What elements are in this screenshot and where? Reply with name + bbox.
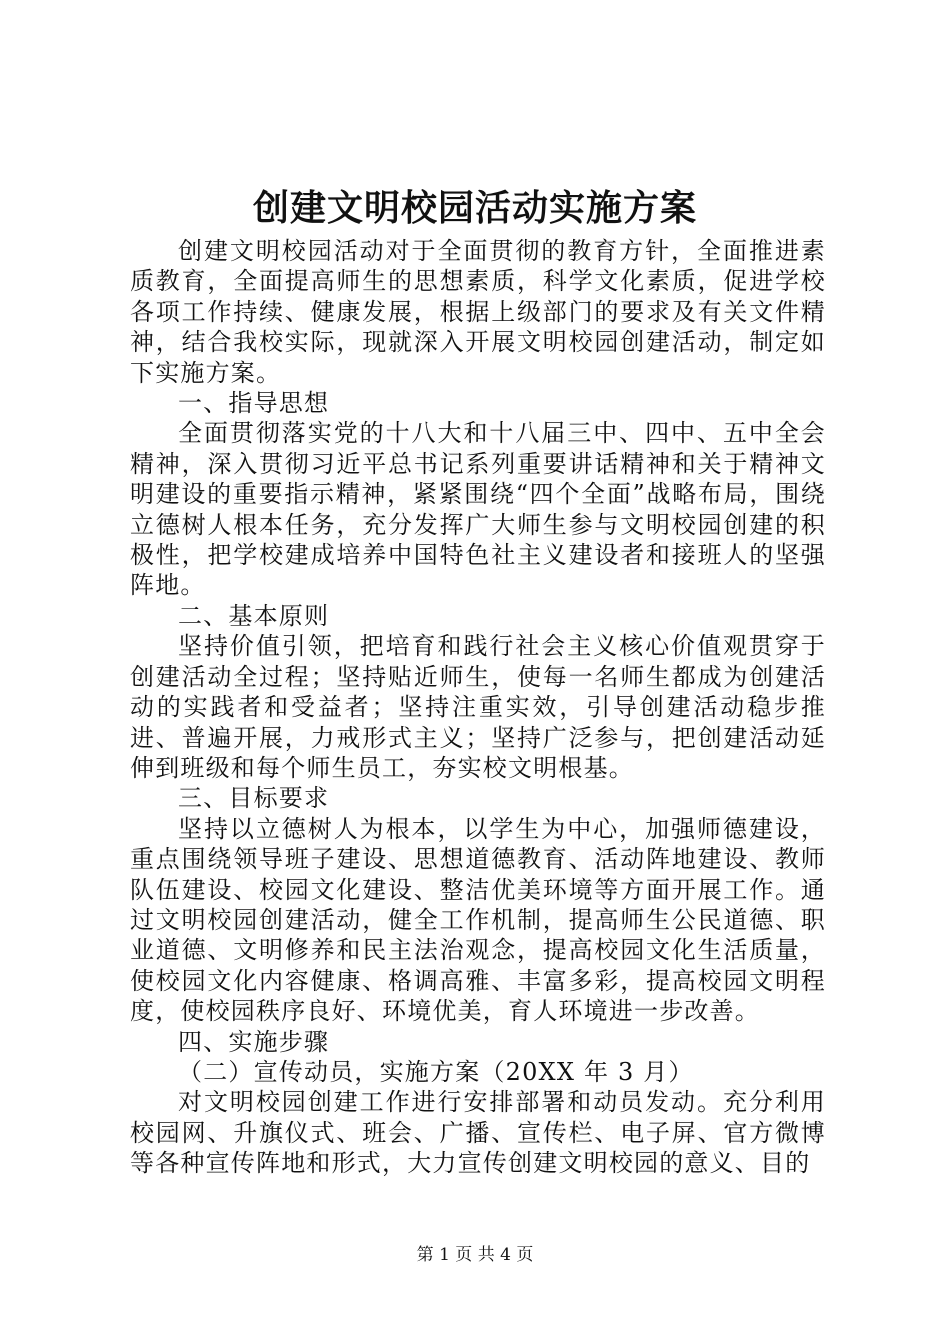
paragraph-publicity: 对文明校园创建工作进行安排部署和动员发动。充分利用校园网、升旗仪式、班会、广播、宣传栏、电子屏、官方微博等各种宣传阵地和形式，大力宣传创建文明校园的意义、目的: [130, 1088, 826, 1178]
paragraph-basic-principles: 坚持价值引领，把培育和践行社会主义核心价值观贯穿于创建活动全过程；坚持贴近师生，使每一名师生都成为创建活动的实践者和受益者；坚持注重实效，引导创建活动稳步推进、普遍开展，力戒形式主义；坚持广泛参与，把创建活动延伸到班级和每个师生员工，夯实校文明根基。: [130, 632, 826, 782]
subheading-publicity: （二）宣传动员，实施方案（20XX 年 3 月）: [178, 1057, 694, 1086]
heading-guiding-ideology: 一、指导思想: [178, 389, 330, 418]
paragraph-goals: 坚持以立德树人为根本，以学生为中心，加强师德建设，重点围绕领导班子建设、思想道德教育、活动阵地建设、教师队伍建设、校园文化建设、整洁优美环境等方面开展工作。通过文明校园创建活动，健全工作机制，提高师生公民道德、职业道德、文明修养和民主法治观念，提高校园文化生活质量，使校园文化内容健康、格调高雅、丰富多彩，提高校园文明程度，使校园秩序良好、环境优美，育人环境进一步改善。: [130, 814, 826, 1026]
page-footer: 第 1 页 共 4 页: [416, 1245, 534, 1265]
heading-implementation-steps: 四、实施步骤: [178, 1027, 330, 1056]
document-title: 创建文明校园活动实施方案: [252, 187, 697, 229]
paragraph-guiding-ideology: 全面贯彻落实党的十八大和十八届三中、四中、五中全会精神，深入贯彻习近平总书记系列重要讲话精神和关于精神文明建设的重要指示精神，紧紧围绕“四个全面”战略布局，围绕立德树人根本任务，充分发挥广大师生参与文明校园创建的积极性，把学校建成培养中国特色社主义建设者和接班人的坚强阵地。: [130, 419, 826, 600]
paragraph-intro: 创建文明校园活动对于全面贯彻的教育方针，全面推进素质教育，全面提高师生的思想素质，科学文化素质，促进学校各项工作持续、健康发展，根据上级部门的要求及有关文件精神，结合我校实际，现就深入开展文明校园创建活动，制定如下实施方案。: [130, 237, 826, 387]
heading-basic-principles: 二、基本原则: [178, 601, 330, 630]
document-body: [130, 236, 826, 1179]
heading-goals: 三、目标要求: [178, 784, 330, 813]
